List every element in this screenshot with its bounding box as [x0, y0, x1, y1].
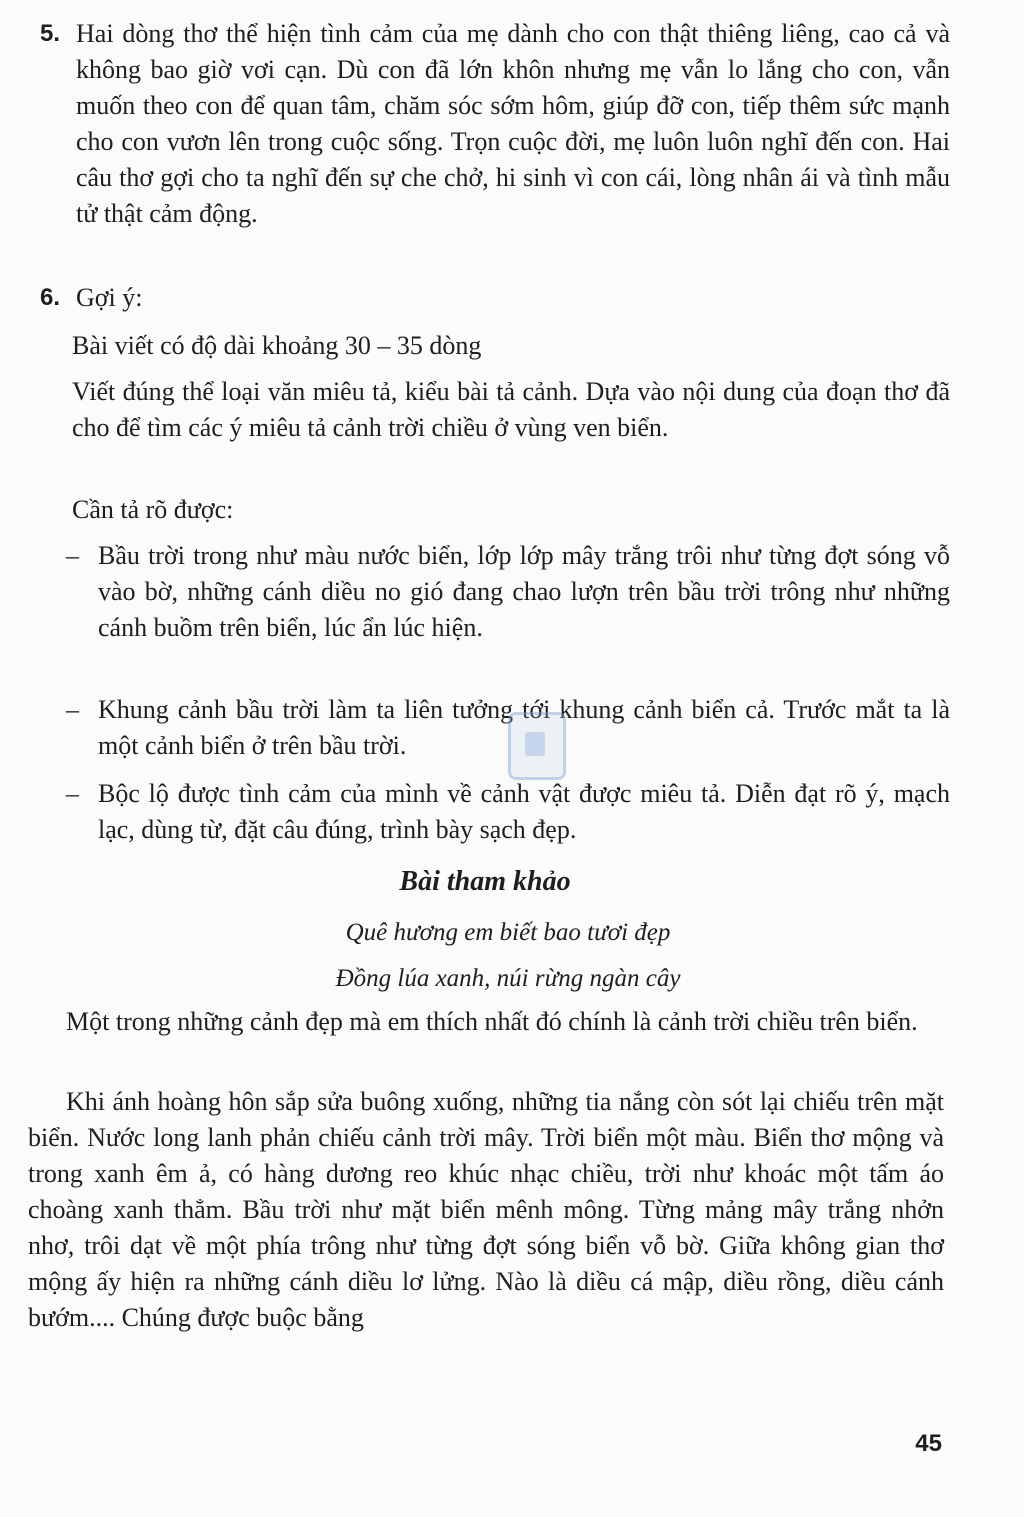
list-item [66, 776, 950, 848]
length-requirement: Bài viết có độ dài khoảng 30 – 35 dòng [72, 331, 482, 360]
section-heading: Bài tham khảo [399, 866, 571, 897]
list-item-text: Khung cảnh bầu trời làm ta liên tưởng tới khung cảnh biển cả. Trước mắt ta là một cảnh biển ở trên bầu trời. [98, 695, 950, 760]
essay-paragraph: Một trong những cảnh đẹp mà em thích nhất đó chính là cảnh trời chiều trên biển. [66, 1007, 918, 1036]
item-number: 6. [40, 284, 61, 311]
answer-item-6 [40, 280, 950, 316]
list-item [66, 538, 950, 646]
dash-marker: – [66, 779, 79, 808]
dash-marker: – [66, 541, 79, 570]
item-label: Gợi ý: [76, 283, 143, 312]
list-item-text: Bầu trời trong như màu nước biển, lớp lớp mây trắng trôi như từng đợt sóng vỗ vào bờ, những cánh diều no gió đang chao lượn trên bầu trời trông như những cánh buồm trên biển, lúc ẩn lúc hiện. [98, 541, 950, 642]
content-intro: Cần tả rõ được: [72, 495, 234, 524]
page-number: 45 [915, 1430, 942, 1457]
essay-paragraph: Khi ánh hoàng hôn sắp sửa buông xuống, những tia nắng còn sót lại chiếu trên mặt biển. Nước long lanh phản chiếu cảnh trời mây. Trời biển một màu. Biển thơ mộng và trong xanh êm ả, có hàng dương reo khúc nhạc chiều, trời như khoác một tấm áo choàng xanh thẳm. Bầu trời như mặt biển mênh mông. Từng mảng mây trắng nhởn nhơ, trôi dạt về một phía trông như từng đợt sóng biển vỗ bờ. Giữa không gian thơ mộng ấy hiện ra những cánh diều lơ lửng. Nào là diều cá mập, diều rồng, diều cánh bướm.... Chúng được buộc bằng [28, 1087, 944, 1332]
genre-requirement: Viết đúng thể loại văn miêu tả, kiểu bài tả cảnh. Dựa vào nội dung của đoạn thơ đã cho để tìm các ý miêu tả cảnh trời chiều ở vùng ven biển. [72, 377, 950, 442]
answer-item-5 [40, 16, 950, 232]
watermark-logo [508, 712, 566, 780]
poem-line: Quê hương em biết bao tươi đẹp [345, 919, 671, 946]
poem-line: Đồng lúa xanh, núi rừng ngàn cây [335, 965, 681, 992]
dash-marker: – [66, 695, 79, 724]
item-text: Hai dòng thơ thể hiện tình cảm của mẹ dành cho con thật thiêng liêng, cao cả và không bao giờ vơi cạn. Dù con đã lớn khôn nhưng mẹ vẫn lo lắng cho con, vẫn muốn theo con để quan tâm, chăm sóc sớm hôm, giúp đỡ con, tiếp thêm sức mạnh cho con vươn lên trong cuộc sống. Trọn cuộc đời, mẹ luôn luôn nghĩ đến con. Hai câu thơ gợi cho ta nghĩ đến sự che chở, hi sinh vì con cái, lòng nhân ái và tình mẫu tử thật cảm động. [76, 19, 950, 228]
list-item-text: Bộc lộ được tình cảm của mình về cảnh vật được miêu tả. Diễn đạt rõ ý, mạch lạc, dùng từ, đặt câu đúng, trình bày sạch đẹp. [98, 779, 950, 844]
item-number: 5. [40, 20, 61, 47]
